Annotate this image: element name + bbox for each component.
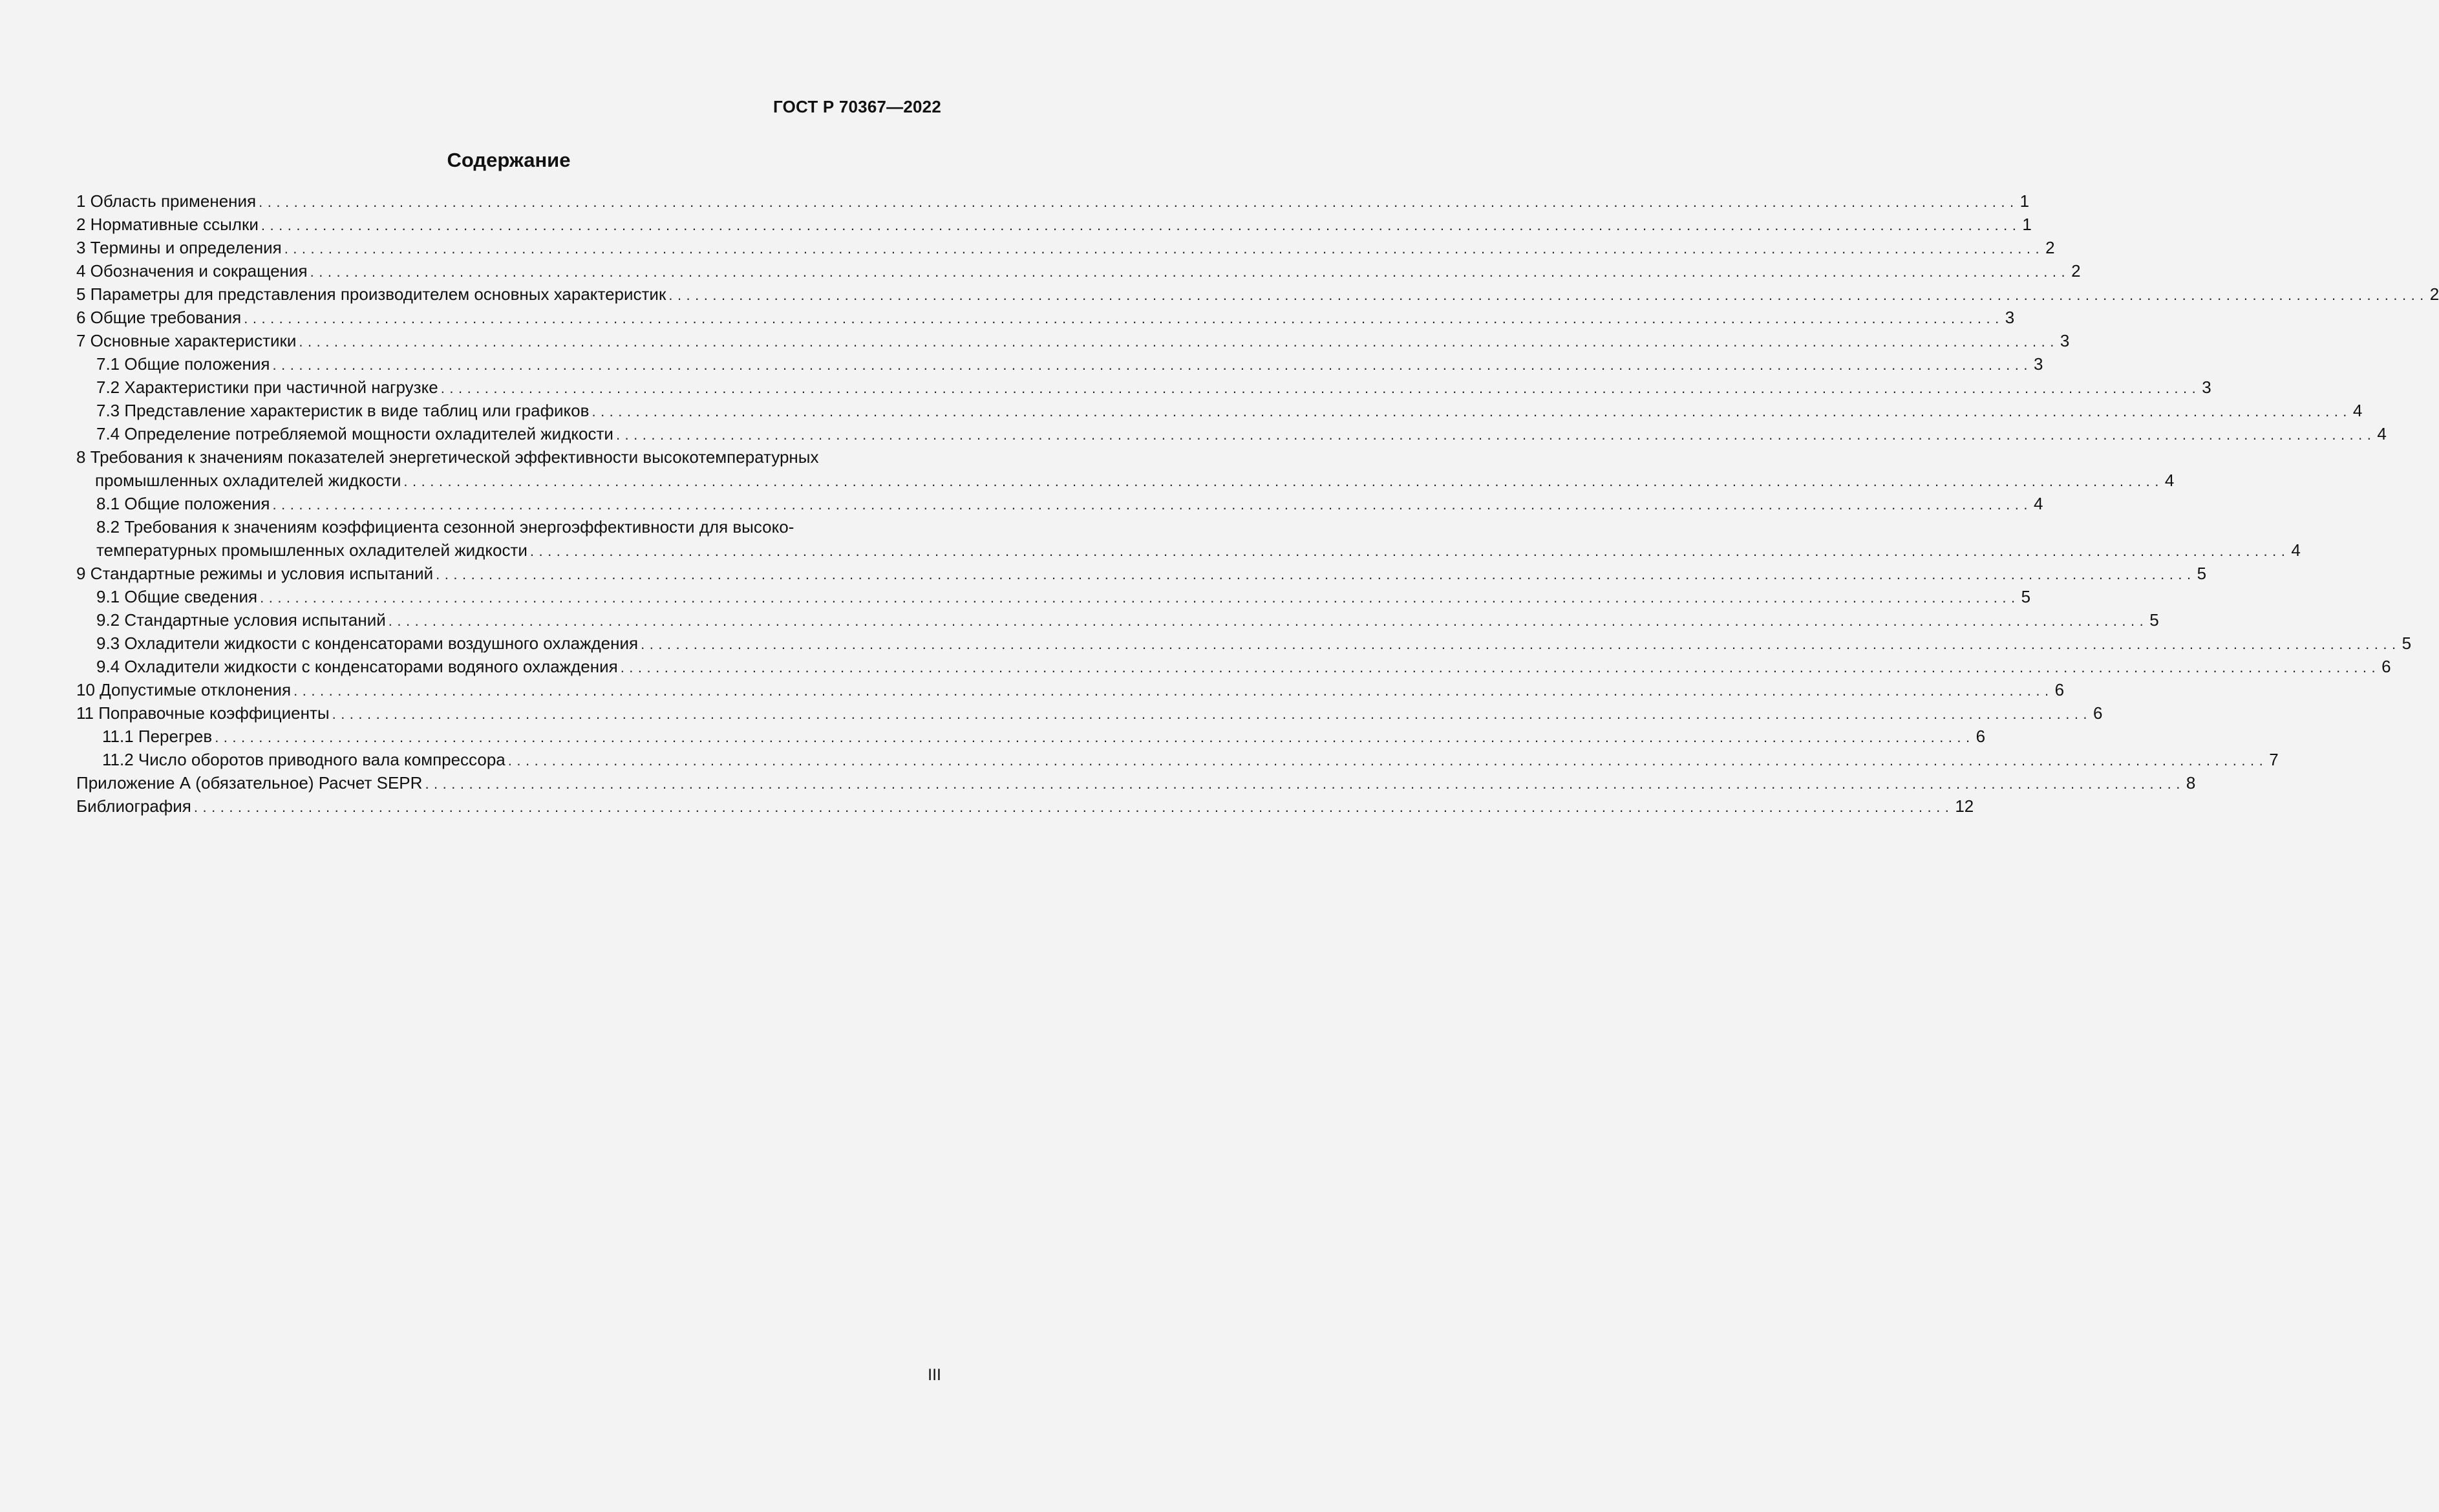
dot-leader: ........................................................................................................................................................................................................: [425, 776, 2185, 792]
dot-leader: ........................................................................................................................................................................................................: [215, 729, 1975, 745]
toc-entry-title: 10 Допустимые отклонения: [76, 680, 292, 699]
toc-entry-title: 9.2 Стандартные условия испытаний: [96, 610, 386, 630]
toc-entry[interactable]: [76, 213, 2032, 236]
table-of-contents: [76, 189, 2439, 818]
toc-entry[interactable]: [76, 469, 2175, 492]
dot-leader: ........................................................................................................................................................................................................: [261, 217, 2021, 233]
dot-leader: ........................................................................................................................................................................................................: [272, 496, 2032, 513]
toc-entry[interactable]: [76, 445, 941, 469]
toc-entry[interactable]: [76, 329, 2070, 352]
toc-entry-title: промышленных охладителей жидкости: [95, 471, 401, 490]
toc-entry[interactable]: [76, 725, 1986, 748]
toc-entry[interactable]: [76, 399, 2363, 422]
dot-leader: ........................................................................................................................................................................................................: [310, 264, 2071, 280]
toc-entry[interactable]: [76, 422, 2387, 445]
toc-entry[interactable]: [76, 794, 1974, 818]
toc-entry-page: 3: [2202, 378, 2211, 397]
page-number: III: [928, 1366, 941, 1384]
toc-entry-page: 4: [2033, 494, 2043, 513]
toc-entry-title: 4 Обозначения и сокращения: [76, 261, 308, 281]
toc-entry-page: 12: [1955, 796, 1974, 816]
toc-entry[interactable]: [76, 678, 2065, 701]
toc-entry[interactable]: [76, 282, 2439, 306]
toc-entry[interactable]: [76, 259, 2081, 282]
toc-entry-title: 8 Требования к значениям показателей энергетической эффективности высокотемпературных: [76, 447, 819, 467]
dot-leader: ........................................................................................................................................................................................................: [244, 310, 2004, 326]
dot-leader: ........................................................................................................................................................................................................: [529, 543, 2290, 559]
dot-leader: ........................................................................................................................................................................................................: [615, 427, 2376, 443]
toc-entry-page: 5: [2197, 564, 2207, 583]
toc-entry-title: 11.1 Перегрев: [102, 727, 213, 746]
toc-entry-page: 2: [2045, 238, 2055, 257]
toc-entry[interactable]: [76, 585, 2031, 608]
dot-leader: ........................................................................................................................................................................................................: [668, 287, 2429, 303]
dot-leader: ........................................................................................................................................................................................................: [193, 799, 1954, 815]
toc-entry-title: 9.4 Охладители жидкости с конденсаторами водяного охлаждения: [96, 657, 618, 676]
toc-entry-page: 4: [2291, 540, 2301, 560]
toc-entry-page: 4: [2377, 424, 2387, 443]
dot-leader: ........................................................................................................................................................................................................: [620, 659, 2381, 676]
toc-entry[interactable]: [76, 748, 2279, 771]
toc-entry[interactable]: [76, 655, 2391, 678]
toc-entry[interactable]: [76, 515, 941, 538]
toc-entry-page: 4: [2164, 471, 2175, 490]
dot-leader: ........................................................................................................................................................................................................: [436, 566, 2196, 582]
dot-leader: ........................................................................................................................................................................................................: [507, 752, 2268, 769]
toc-entry-title: 2 Нормативные ссылки: [76, 215, 259, 234]
toc-entry-page: 5: [2021, 587, 2031, 606]
toc-entry-title: 7.3 Представление характеристик в виде таблиц или графиков: [96, 401, 590, 420]
dot-leader: ........................................................................................................................................................................................................: [259, 194, 2019, 210]
toc-entry-page: 3: [2060, 331, 2070, 350]
toc-entry-title: температурных промышленных охладителей жидкости: [96, 540, 527, 560]
dot-leader: ........................................................................................................................................................................................................: [284, 240, 2045, 257]
toc-entry-title: 6 Общие требования: [76, 308, 242, 327]
toc-entry-page: 2: [2071, 261, 2081, 281]
toc-entry[interactable]: [76, 306, 2015, 329]
toc-entry[interactable]: [76, 562, 2207, 585]
toc-entry[interactable]: [76, 492, 2043, 515]
toc-entry[interactable]: [76, 632, 2412, 655]
toc-entry-title: 5 Параметры для представления производителем основных характеристик: [76, 284, 666, 304]
toc-entry-page: 5: [2149, 610, 2159, 630]
toc-entry-page: 2: [2429, 284, 2439, 304]
dot-leader: ........................................................................................................................................................................................................: [641, 636, 2401, 652]
dot-leader: ........................................................................................................................................................................................................: [299, 334, 2059, 350]
dot-leader: ........................................................................................................................................................................................................: [293, 683, 2054, 699]
toc-entry[interactable]: [76, 701, 2103, 725]
toc-entry-page: 4: [2352, 401, 2363, 420]
toc-entry-title: 11 Поправочные коэффициенты: [76, 703, 330, 723]
toc-entry-page: 6: [2381, 657, 2391, 676]
toc-entry-title: 3 Термины и определения: [76, 238, 282, 257]
toc-entry-title: 7 Основные характеристики: [76, 331, 297, 350]
toc-entry-page: 6: [1976, 727, 1986, 746]
dot-leader: ........................................................................................................................................................................................................: [591, 403, 2352, 420]
page-title: Содержание: [447, 149, 571, 171]
toc-entry-title: Приложение А (обязательное) Расчет SEPR: [76, 773, 423, 793]
toc-entry[interactable]: [76, 352, 2043, 376]
toc-entry-page: 1: [2019, 191, 2030, 211]
toc-entry-title: 1 Область применения: [76, 191, 257, 211]
document-id: ГОСТ Р 70367—2022: [773, 97, 941, 116]
toc-entry[interactable]: [76, 608, 2159, 632]
dot-leader: ........................................................................................................................................................................................................: [388, 613, 2149, 629]
toc-entry-title: 9 Стандартные режимы и условия испытаний: [76, 564, 434, 583]
toc-entry-page: 5: [2402, 634, 2412, 653]
toc-entry[interactable]: [76, 189, 2030, 213]
toc-entry[interactable]: [76, 538, 2301, 562]
toc-entry-title: 9.3 Охладители жидкости с конденсаторами воздушного охлаждения: [96, 634, 639, 653]
dot-leader: ........................................................................................................................................................................................................: [272, 357, 2032, 373]
toc-entry-page: 6: [2054, 680, 2065, 699]
toc-entry-title: 8.2 Требования к значениям коэффициента сезонной энергоэффективности для высоко-: [96, 517, 794, 537]
toc-entry-title: 7.1 Общие положения: [96, 354, 270, 374]
toc-entry[interactable]: [76, 236, 2055, 259]
toc-entry-page: 8: [2186, 773, 2196, 793]
toc-entry-title: 7.4 Определение потребляемой мощности охладителей жидкости: [96, 424, 613, 443]
dot-leader: ........................................................................................................................................................................................................: [260, 590, 2020, 606]
dot-leader: ........................................................................................................................................................................................................: [440, 380, 2201, 396]
toc-entry-page: 7: [2269, 750, 2279, 769]
toc-entry-title: 8.1 Общие положения: [96, 494, 270, 513]
toc-entry-page: 3: [2033, 354, 2043, 374]
toc-entry-page: 1: [2022, 215, 2032, 234]
toc-entry-page: 6: [2093, 703, 2103, 723]
toc-entry[interactable]: [76, 771, 2196, 794]
toc-entry[interactable]: [76, 376, 2211, 399]
toc-entry-title: Библиография: [76, 796, 191, 816]
dot-leader: ........................................................................................................................................................................................................: [332, 706, 2093, 722]
toc-entry-title: 7.2 Характеристики при частичной нагрузке: [96, 378, 438, 397]
dot-leader: ........................................................................................................................................................................................................: [403, 473, 2164, 489]
toc-entry-page: 3: [2005, 308, 2015, 327]
toc-entry-title: 9.1 Общие сведения: [96, 587, 258, 606]
toc-entry-title: 11.2 Число оборотов приводного вала компрессора: [102, 750, 506, 769]
